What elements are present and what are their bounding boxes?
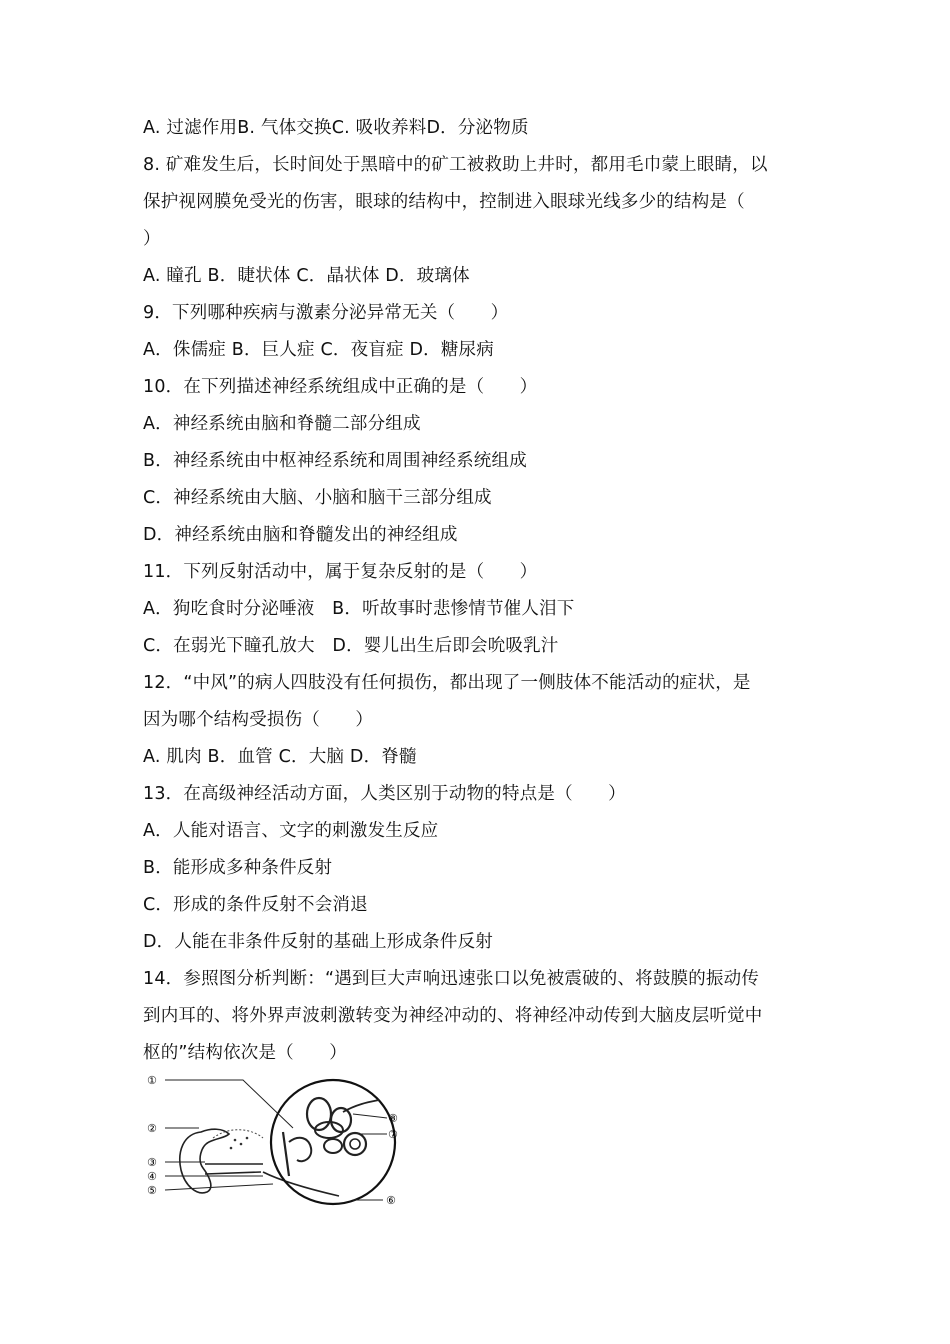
line-question-14-cont: 到内耳的、将外界声波刺激转变为神经冲动的、将神经冲动传到大脑皮层听觉中	[143, 1006, 763, 1026]
label-7: ⑦	[388, 1128, 398, 1141]
label-6: ⑥	[386, 1194, 396, 1207]
line-option-13d: D．人能在非条件反射的基础上形成条件反射	[143, 932, 493, 952]
line-option-10c: C．神经系统由大脑、小脑和脑干三部分组成	[143, 488, 492, 508]
line-question-8-cont: 保护视网膜免受光的伤害，眼球的结构中，控制进入眼球光线多少的结构是（	[143, 192, 745, 212]
auricle-shape	[180, 1129, 229, 1193]
eustachian-tube-shape	[263, 1172, 339, 1196]
line-option-10d: D．神经系统由脑和脊髓发出的神经组成	[143, 525, 458, 545]
line-option-13c: C．形成的条件反射不会消退	[143, 895, 368, 915]
cochlea-shape	[344, 1133, 366, 1155]
ear-structure-diagram	[143, 1072, 405, 1210]
line-options-11ab: A．狗吃食时分泌唾液 B．听故事时悲惨情节催人泪下	[143, 599, 575, 619]
line-options-8: A. 瞳孔 B．睫状体 C．晶状体 D．玻璃体	[143, 266, 470, 286]
line-question-8: 8. 矿难发生后，长时间处于黑暗中的矿工被救助上井时，都用毛巾蒙上眼睛，以	[143, 155, 768, 175]
line-question-9: 9．下列哪种疾病与激素分泌异常无关（ ）	[143, 303, 509, 323]
line-options-11cd: C．在弱光下瞳孔放大 D．婴儿出生后即会吮吸乳汁	[143, 636, 559, 656]
line-option-10b: B．神经系统由中枢神经系统和周围神经系统组成	[143, 451, 527, 471]
eardrum-shape	[283, 1132, 289, 1176]
line-option-13a: A．人能对语言、文字的刺激发生反应	[143, 821, 439, 841]
ear-canal-shape	[205, 1164, 263, 1174]
line-option-13b: B．能形成多种条件反射	[143, 858, 333, 878]
line-question-12: 12．“中风”的病人四肢没有任何损伤，都出现了一侧肢体不能活动的症状，是	[143, 673, 751, 693]
line-options-9: A．侏儒症 B．巨人症 C．夜盲症 D．糖尿病	[143, 340, 494, 360]
label-1: ①	[147, 1074, 157, 1087]
label-8: ⑧	[388, 1112, 398, 1125]
line-option-10a: A．神经系统由脑和脊髓二部分组成	[143, 414, 421, 434]
line-options-7: A. 过滤作用B. 气体交换C. 吸收养料D．分泌物质	[143, 118, 529, 138]
label-4: ④	[147, 1170, 157, 1183]
line-question-13: 13．在高级神经活动方面，人类区别于动物的特点是（ ）	[143, 784, 626, 804]
label-2: ②	[147, 1122, 157, 1135]
ossicles-shape	[289, 1138, 311, 1162]
line-question-12-cont: 因为哪个结构受损伤（ ）	[143, 710, 374, 730]
line-question-8-cont2: ）	[143, 229, 161, 249]
line-question-14-cont2: 枢的”结构依次是（ ）	[143, 1043, 347, 1063]
label-3: ③	[147, 1156, 157, 1169]
auditory-nerve-shape	[343, 1100, 379, 1112]
line-options-12: A. 肌肉 B．血管 C．大脑 D．脊髓	[143, 747, 417, 767]
label-5: ⑤	[147, 1184, 157, 1197]
line-question-14: 14．参照图分析判断：“遇到巨大声响迅速张口以免被震破的、将鼓膜的振动传	[143, 969, 760, 989]
line-question-10: 10．在下列描述神经系统组成中正确的是（ ）	[143, 377, 538, 397]
line-question-11: 11．下列反射活动中，属于复杂反射的是（ ）	[143, 562, 538, 582]
